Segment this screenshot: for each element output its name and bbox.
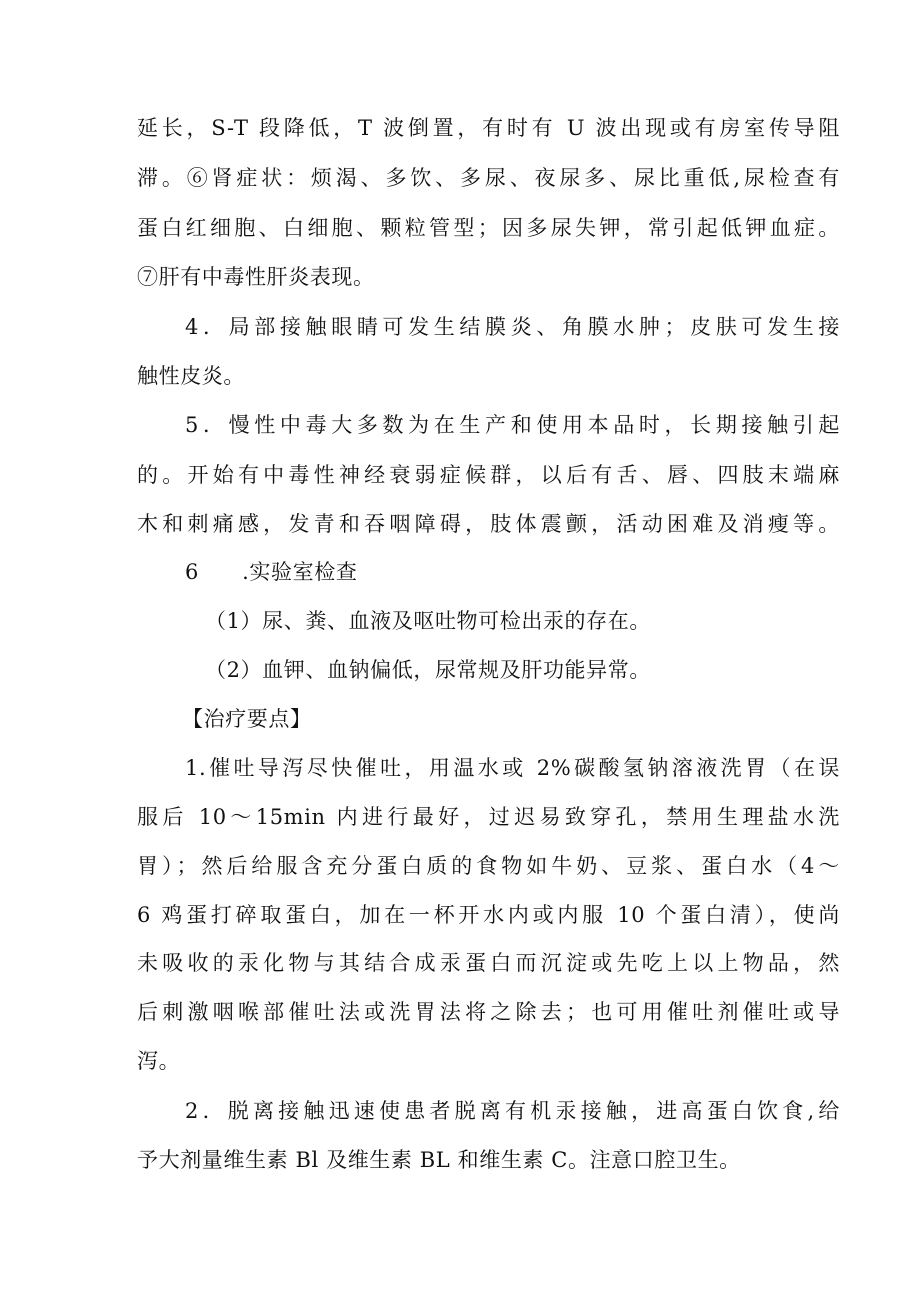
text-line: 未吸收的汞化物与其结合成汞蛋白而沉淀或先吃上以上物品，然 (137, 951, 840, 975)
text-line: 的。开始有中毒性神经衰弱症候群，以后有舌、唇、四肢末端麻 (137, 463, 840, 487)
text-line: 1.催吐导泻尽快催吐，用温水或 2%碳酸氢钠溶液洗胃（在误 (185, 756, 840, 780)
section-heading: 【治疗要点】 (182, 707, 312, 731)
text-line: 延长，S-T 段降低，T 波倒置，有时有 U 波出现或有房室传导阻 (137, 116, 840, 140)
section-heading: 6 .实验室检查 (185, 560, 358, 584)
text-line: 6 鸡蛋打碎取蛋白，加在一杯开水内或内服 10 个蛋白清），使尚 (137, 903, 840, 927)
text-line: 木和刺痛感，发青和吞咽障碍，肢体震颤，活动困难及消瘦等。 (137, 512, 840, 536)
list-item: （1）尿、粪、血液及呕吐物可检出汞的存在。 (205, 609, 651, 633)
text-line: 触性皮炎。 (137, 364, 245, 388)
text-line: 予大剂量维生素 Bl 及维生素 BL 和维生素 C。注意口腔卫生。 (137, 1148, 741, 1172)
text-line: 胃）；然后给服含充分蛋白质的食物如牛奶、豆浆、蛋白水（4～ (137, 854, 840, 878)
text-line: 2．脱离接触迅速使患者脱离有机汞接触，进高蛋白饮食,给 (185, 1099, 840, 1123)
text-line: ⑦肝有中毒性肝炎表现。 (137, 265, 375, 289)
list-item: （2）血钾、血钠偏低，尿常规及肝功能异常。 (205, 658, 651, 682)
text-line: 蛋白红细胞、白细胞、颗粒管型；因多尿失钾，常引起低钾血症。 (137, 216, 840, 240)
text-line: 服后 10～15min 内进行最好，过迟易致穿孔，禁用生理盐水洗 (137, 805, 840, 829)
text-line: 滞。⑥肾症状：烦渴、多饮、多尿、夜尿多、尿比重低,尿检查有 (137, 166, 840, 190)
text-line: 4．局部接触眼睛可发生结膜炎、角膜水肿；皮肤可发生接 (185, 315, 840, 339)
text-line: 泻。 (137, 1049, 181, 1073)
text-line: 5．慢性中毒大多数为在生产和使用本品时，长期接触引起 (185, 413, 840, 437)
text-line: 后刺激咽喉部催吐法或洗胃法将之除去；也可用催吐剂催吐或导 (137, 1000, 840, 1024)
